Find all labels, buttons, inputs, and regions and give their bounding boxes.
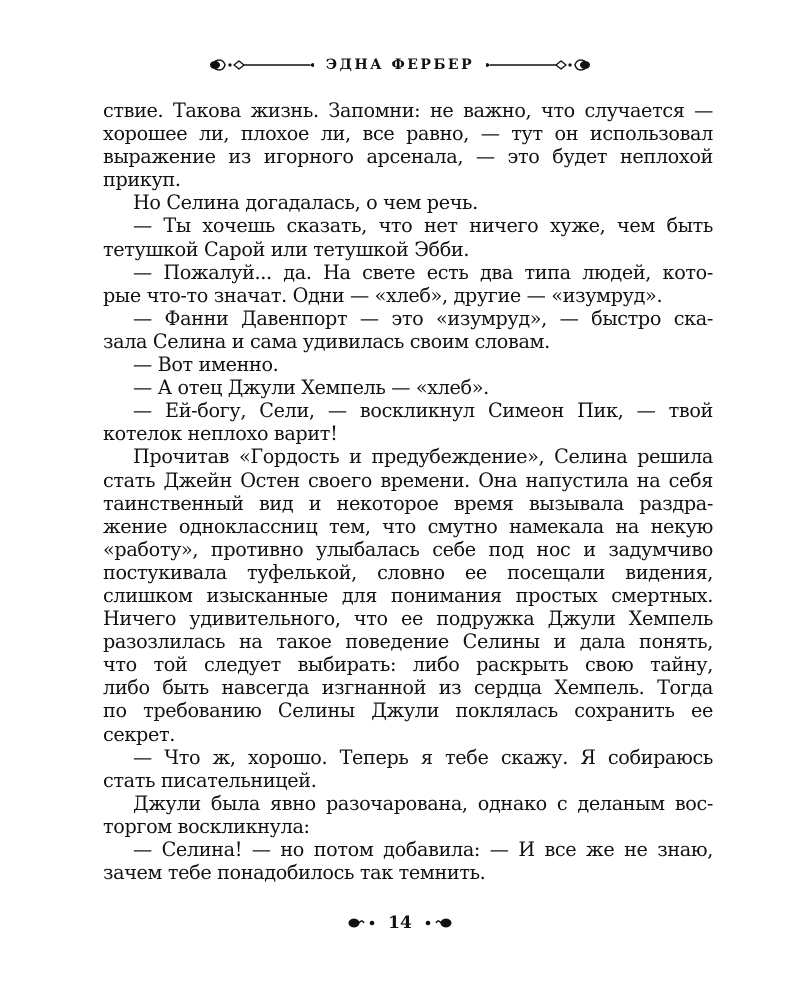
text-line: торгом воскликнула:	[103, 814, 310, 838]
text-line: рые что-то значат. Одни — «хлеб», другие — «изумруд».	[103, 283, 663, 307]
text-line: постукивала туфелькой, словно ее посещали видения,	[103, 560, 713, 584]
right-ornament-icon	[484, 55, 592, 75]
paragraph	[103, 838, 713, 884]
right-footer-ornament-icon	[418, 915, 454, 931]
text-line: стать Джейн Остен своего времени. Она напустила на себя	[103, 468, 713, 492]
paragraph	[103, 376, 713, 399]
paragraph	[103, 792, 713, 838]
text-line: либо быть навсегда изгнанной из сердца Хемпель. Тогда	[103, 676, 713, 700]
text-line: — Вот именно.	[133, 353, 279, 377]
paragraph	[103, 445, 713, 745]
text-line: зала Селина и сама удивилась своим словам.	[103, 329, 550, 353]
text-line: — Ей-богу, Сели, — воскликнул Симеон Пик, — твой	[133, 399, 713, 423]
text-line: разозлилась на такое поведение Селины и дала понять,	[103, 630, 713, 654]
page-number: 14	[388, 913, 412, 933]
page-body-text	[103, 99, 713, 884]
text-line: жение одноклассниц тем, что смутно намекала на некую	[103, 514, 713, 538]
text-line: котелок неплохо варит!	[103, 422, 338, 446]
text-line: — Что ж, хорошо. Теперь я тебе скажу. Я собираюсь	[133, 745, 713, 769]
text-line: что той следует выбирать: либо раскрыть свою тайну,	[103, 653, 713, 677]
text-line: Прочитав «Гордость и предубеждение», Селина решила	[133, 445, 713, 469]
text-line: — Ты хочешь сказать, что нет ничего хуже, чем быть	[133, 214, 713, 238]
text-line: хорошее ли, плохое ли, все равно, — тут он использовал	[103, 122, 713, 146]
text-line: зачем тебе понадобилось так темнить.	[103, 861, 486, 885]
text-line: таинственный вид и некоторое время вызывала раздра-	[103, 491, 713, 515]
paragraph	[103, 399, 713, 445]
paragraph	[103, 261, 713, 307]
text-line: — А отец Джули Хемпель — «хлеб».	[133, 376, 489, 400]
text-line: прикуп.	[103, 168, 181, 192]
running-header-author: ЭДНА ФЕРБЕР	[325, 57, 475, 73]
left-ornament-icon	[208, 55, 316, 75]
text-line: «работу», противно улыбалась себе под нос и задумчиво	[103, 537, 713, 561]
text-line: — Селина! — но потом добавила: — И все же не знаю,	[133, 838, 713, 861]
text-line: Ничего удивительного, что ее подружка Джули Хемпель	[103, 607, 713, 631]
text-line: Но Селина догадалась, о чем речь.	[133, 191, 478, 215]
text-line: выражение из игорного арсенала, — это будет неплохой	[103, 145, 713, 169]
text-line: слишком изысканные для понимания простых смертных.	[103, 583, 713, 607]
text-line: — Пожалуй... да. На свете есть два типа людей, кото-	[133, 260, 713, 284]
text-line: по требованию Селины Джули поклялась сохранить ее	[103, 699, 713, 723]
paragraph	[103, 307, 713, 353]
paragraph	[103, 214, 713, 260]
running-header	[0, 52, 800, 78]
text-line: ствие. Такова жизнь. Запомни: не важно, что случается —	[103, 99, 713, 122]
paragraph	[103, 99, 713, 191]
text-line: стать писательницей.	[103, 768, 317, 792]
page-footer	[0, 910, 800, 936]
left-footer-ornament-icon	[346, 915, 382, 931]
text-line: тетушкой Сарой или тетушкой Эбби.	[103, 237, 470, 261]
paragraph	[103, 353, 713, 376]
paragraph	[103, 191, 713, 214]
text-line: Джули была явно разочарована, однако с деланым вос-	[133, 791, 713, 815]
paragraph	[103, 746, 713, 792]
text-line: — Фанни Давенпорт — это «изумруд», — быстро ска-	[133, 306, 713, 330]
text-line: секрет.	[103, 722, 175, 746]
